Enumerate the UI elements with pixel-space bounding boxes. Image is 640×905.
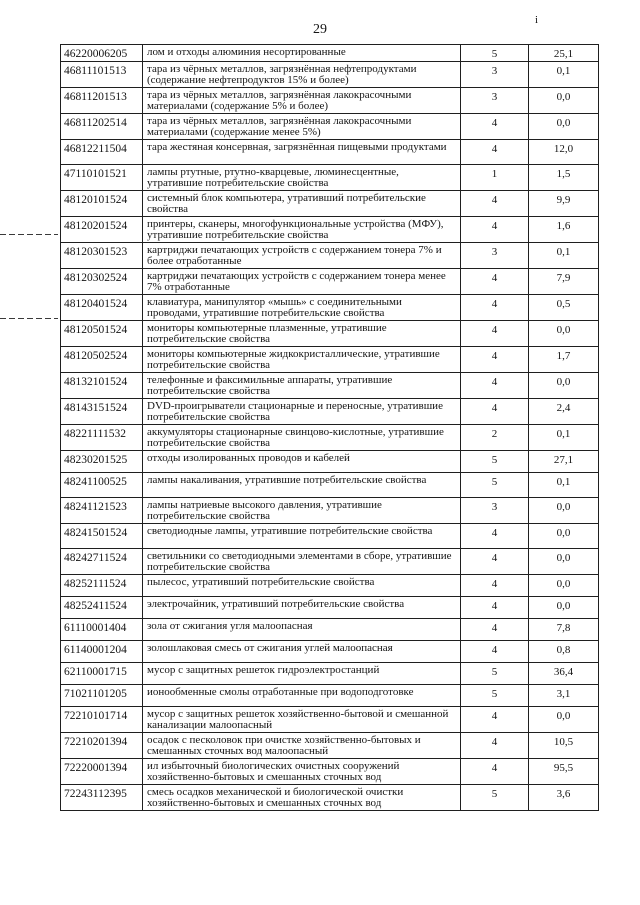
waste-code-cell: 48132101524 bbox=[61, 373, 143, 399]
hazard-class-cell: 4 bbox=[461, 269, 529, 295]
waste-mass-cell: 0,0 bbox=[529, 373, 599, 399]
waste-name-cell: ил избыточный биологических очистных сооружений хозяйственно-бытовых и смешанных сточных вод bbox=[143, 759, 461, 785]
waste-mass-cell: 0,1 bbox=[529, 62, 599, 88]
hazard-class-cell: 4 bbox=[461, 549, 529, 575]
hazard-class-cell: 4 bbox=[461, 321, 529, 347]
waste-mass-cell: 25,1 bbox=[529, 45, 599, 62]
table-row bbox=[61, 597, 599, 619]
table-row bbox=[61, 373, 599, 399]
waste-name-cell: золошлаковая смесь от сжигания углей малоопасная bbox=[143, 641, 461, 663]
table-row bbox=[61, 663, 599, 685]
page-number: 29 bbox=[313, 22, 327, 37]
waste-name-cell: отходы изолированных проводов и кабелей bbox=[143, 451, 461, 473]
waste-name-cell: осадок с песколовок при очистке хозяйственно-бытовых и смешанных сточных вод малоопасный bbox=[143, 733, 461, 759]
waste-name-cell: лампы накаливания, утратившие потребительские свойства bbox=[143, 473, 461, 498]
waste-name-cell: лампы ртутные, ртутно-кварцевые, люминесцентные, утратившие потребительские свойства bbox=[143, 165, 461, 191]
hazard-class-cell: 4 bbox=[461, 217, 529, 243]
table-row bbox=[61, 217, 599, 243]
hazard-class-cell: 5 bbox=[461, 663, 529, 685]
table-row bbox=[61, 114, 599, 140]
waste-name-cell: тара из чёрных металлов, загрязнённая лакокрасочными материалами (содержание менее 5%) bbox=[143, 114, 461, 140]
waste-code-cell: 61140001204 bbox=[61, 641, 143, 663]
waste-code-cell: 46812211504 bbox=[61, 140, 143, 165]
waste-name-cell: мусор с защитных решеток хозяйственно-бытовой и смешанной канализации малоопасный bbox=[143, 707, 461, 733]
waste-mass-cell: 1,6 bbox=[529, 217, 599, 243]
waste-table bbox=[60, 44, 598, 811]
waste-name-cell: системный блок компьютера, утративший потребительские свойства bbox=[143, 191, 461, 217]
hazard-class-cell: 3 bbox=[461, 88, 529, 114]
hazard-class-cell: 4 bbox=[461, 191, 529, 217]
table-row bbox=[61, 425, 599, 451]
hazard-class-cell: 3 bbox=[461, 243, 529, 269]
waste-mass-cell: 0,0 bbox=[529, 549, 599, 575]
table-row bbox=[61, 473, 599, 498]
waste-mass-cell: 0,0 bbox=[529, 321, 599, 347]
hazard-class-cell: 4 bbox=[461, 619, 529, 641]
hazard-class-cell: 5 bbox=[461, 685, 529, 707]
waste-code-cell: 71021101205 bbox=[61, 685, 143, 707]
hazard-class-cell: 4 bbox=[461, 373, 529, 399]
table-row bbox=[61, 785, 599, 811]
waste-name-cell: аккумуляторы стационарные свинцово-кислотные, утратившие потребительские свойства bbox=[143, 425, 461, 451]
table-row bbox=[61, 549, 599, 575]
hazard-class-cell: 4 bbox=[461, 597, 529, 619]
waste-code-cell: 48120302524 bbox=[61, 269, 143, 295]
scan-rule bbox=[0, 318, 58, 319]
waste-mass-cell: 0,1 bbox=[529, 243, 599, 269]
waste-code-cell: 48252111524 bbox=[61, 575, 143, 597]
hazard-class-cell: 4 bbox=[461, 347, 529, 373]
waste-name-cell: пылесос, утративший потребительские свойства bbox=[143, 575, 461, 597]
hazard-class-cell: 5 bbox=[461, 45, 529, 62]
table-row bbox=[61, 759, 599, 785]
waste-code-cell: 47110101521 bbox=[61, 165, 143, 191]
waste-mass-cell: 27,1 bbox=[529, 451, 599, 473]
table-row bbox=[61, 165, 599, 191]
waste-name-cell: мониторы компьютерные плазменные, утратившие потребительские свойства bbox=[143, 321, 461, 347]
waste-name-cell: картриджи печатающих устройств с содержанием тонера менее 7% отработанные bbox=[143, 269, 461, 295]
hazard-class-cell: 5 bbox=[461, 785, 529, 811]
waste-code-cell: 48241501524 bbox=[61, 524, 143, 549]
table-row bbox=[61, 733, 599, 759]
waste-name-cell: клавиатура, манипулятор «мышь» с соединительными проводами, утратившие потребительские свойства bbox=[143, 295, 461, 321]
hazard-class-cell: 1 bbox=[461, 165, 529, 191]
waste-mass-cell: 0,8 bbox=[529, 641, 599, 663]
table-row bbox=[61, 269, 599, 295]
hazard-class-cell: 2 bbox=[461, 425, 529, 451]
table-row bbox=[61, 707, 599, 733]
table-row bbox=[61, 295, 599, 321]
waste-code-cell: 72243112395 bbox=[61, 785, 143, 811]
waste-mass-cell: 10,5 bbox=[529, 733, 599, 759]
waste-mass-cell: 0,0 bbox=[529, 88, 599, 114]
waste-code-cell: 72210101714 bbox=[61, 707, 143, 733]
table-row bbox=[61, 498, 599, 524]
hazard-class-cell: 4 bbox=[461, 524, 529, 549]
hazard-class-cell: 4 bbox=[461, 707, 529, 733]
waste-code-cell: 48241121523 bbox=[61, 498, 143, 524]
waste-name-cell: картриджи печатающих устройств с содержанием тонера 7% и более отработанные bbox=[143, 243, 461, 269]
waste-mass-cell: 0,5 bbox=[529, 295, 599, 321]
table-row bbox=[61, 45, 599, 62]
scan-rule bbox=[0, 234, 58, 235]
waste-mass-cell: 7,8 bbox=[529, 619, 599, 641]
table-row bbox=[61, 399, 599, 425]
waste-name-cell: DVD-проигрыватели стационарные и переносные, утратившие потребительские свойства bbox=[143, 399, 461, 425]
hazard-class-cell: 4 bbox=[461, 759, 529, 785]
waste-code-cell: 61110001404 bbox=[61, 619, 143, 641]
waste-code-cell: 48120201524 bbox=[61, 217, 143, 243]
waste-code-cell: 48230201525 bbox=[61, 451, 143, 473]
waste-name-cell: мусор с защитных решеток гидроэлектростанций bbox=[143, 663, 461, 685]
hazard-class-cell: 4 bbox=[461, 140, 529, 165]
waste-mass-cell: 0,1 bbox=[529, 425, 599, 451]
table-row bbox=[61, 62, 599, 88]
waste-mass-cell: 0,0 bbox=[529, 498, 599, 524]
waste-code-cell: 62110001715 bbox=[61, 663, 143, 685]
hazard-class-cell: 4 bbox=[461, 295, 529, 321]
edge-mark: і bbox=[535, 14, 539, 26]
waste-name-cell: электрочайник, утративший потребительские свойства bbox=[143, 597, 461, 619]
waste-name-cell: тара из чёрных металлов, загрязнённая нефтепродуктами (содержание нефтепродуктов 15% и более) bbox=[143, 62, 461, 88]
waste-code-cell: 48120502524 bbox=[61, 347, 143, 373]
waste-code-cell: 72210201394 bbox=[61, 733, 143, 759]
waste-name-cell: тара жестяная консервная, загрязнённая пищевыми продуктами bbox=[143, 140, 461, 165]
hazard-class-cell: 3 bbox=[461, 62, 529, 88]
table-row bbox=[61, 685, 599, 707]
waste-code-cell: 72220001394 bbox=[61, 759, 143, 785]
waste-name-cell: ионообменные смолы отработанные при водоподготовке bbox=[143, 685, 461, 707]
waste-mass-cell: 9,9 bbox=[529, 191, 599, 217]
table-row bbox=[61, 88, 599, 114]
waste-mass-cell: 1,5 bbox=[529, 165, 599, 191]
hazard-class-cell: 4 bbox=[461, 733, 529, 759]
hazard-class-cell: 5 bbox=[461, 473, 529, 498]
table-row bbox=[61, 140, 599, 165]
waste-mass-cell: 3,6 bbox=[529, 785, 599, 811]
waste-code-cell: 48143151524 bbox=[61, 399, 143, 425]
table-row bbox=[61, 619, 599, 641]
waste-code-cell: 46811202514 bbox=[61, 114, 143, 140]
waste-mass-cell: 3,1 bbox=[529, 685, 599, 707]
hazard-class-cell: 4 bbox=[461, 641, 529, 663]
waste-mass-cell: 0,0 bbox=[529, 575, 599, 597]
waste-name-cell: тара из чёрных металлов, загрязнённая лакокрасочными материалами (содержание 5% и более) bbox=[143, 88, 461, 114]
waste-name-cell: светодиодные лампы, утратившие потребительские свойства bbox=[143, 524, 461, 549]
table-row bbox=[61, 524, 599, 549]
waste-name-cell: мониторы компьютерные жидкокристаллические, утратившие потребительские свойства bbox=[143, 347, 461, 373]
table-row bbox=[61, 191, 599, 217]
table-row bbox=[61, 321, 599, 347]
waste-mass-cell: 0,1 bbox=[529, 473, 599, 498]
waste-mass-cell: 36,4 bbox=[529, 663, 599, 685]
hazard-class-cell: 4 bbox=[461, 399, 529, 425]
waste-name-cell: лампы натриевые высокого давления, утратившие потребительские свойства bbox=[143, 498, 461, 524]
waste-code-cell: 48120401524 bbox=[61, 295, 143, 321]
waste-mass-cell: 0,0 bbox=[529, 707, 599, 733]
waste-code-cell: 46220006205 bbox=[61, 45, 143, 62]
waste-mass-cell: 2,4 bbox=[529, 399, 599, 425]
table-row bbox=[61, 243, 599, 269]
waste-mass-cell: 1,7 bbox=[529, 347, 599, 373]
table-row bbox=[61, 347, 599, 373]
waste-code-cell: 48252411524 bbox=[61, 597, 143, 619]
waste-code-cell: 48120101524 bbox=[61, 191, 143, 217]
table-row bbox=[61, 575, 599, 597]
waste-table-body bbox=[61, 45, 599, 811]
waste-code-cell: 46811101513 bbox=[61, 62, 143, 88]
waste-name-cell: светильники со светодиодными элементами в сборе, утратившие потребительские свойства bbox=[143, 549, 461, 575]
waste-code-cell: 48120301523 bbox=[61, 243, 143, 269]
waste-name-cell: смесь осадков механической и биологической очистки хозяйственно-бытовых и смешанных сточных вод bbox=[143, 785, 461, 811]
waste-code-cell: 48242711524 bbox=[61, 549, 143, 575]
waste-code-cell: 46811201513 bbox=[61, 88, 143, 114]
waste-mass-cell: 12,0 bbox=[529, 140, 599, 165]
table-row bbox=[61, 451, 599, 473]
waste-mass-cell: 0,0 bbox=[529, 114, 599, 140]
hazard-class-cell: 4 bbox=[461, 575, 529, 597]
waste-name-cell: телефонные и факсимильные аппараты, утратившие потребительские свойства bbox=[143, 373, 461, 399]
waste-name-cell: принтеры, сканеры, многофункциональные устройства (МФУ), утратившие потребительские свойства bbox=[143, 217, 461, 243]
waste-mass-cell: 0,0 bbox=[529, 524, 599, 549]
waste-code-cell: 48221111532 bbox=[61, 425, 143, 451]
hazard-class-cell: 4 bbox=[461, 114, 529, 140]
waste-code-cell: 48120501524 bbox=[61, 321, 143, 347]
waste-mass-cell: 0,0 bbox=[529, 597, 599, 619]
waste-code-cell: 48241100525 bbox=[61, 473, 143, 498]
hazard-class-cell: 5 bbox=[461, 451, 529, 473]
hazard-class-cell: 3 bbox=[461, 498, 529, 524]
waste-name-cell: зола от сжигания угля малоопасная bbox=[143, 619, 461, 641]
waste-mass-cell: 95,5 bbox=[529, 759, 599, 785]
table-row bbox=[61, 641, 599, 663]
waste-name-cell: лом и отходы алюминия несортированные bbox=[143, 45, 461, 62]
waste-mass-cell: 7,9 bbox=[529, 269, 599, 295]
